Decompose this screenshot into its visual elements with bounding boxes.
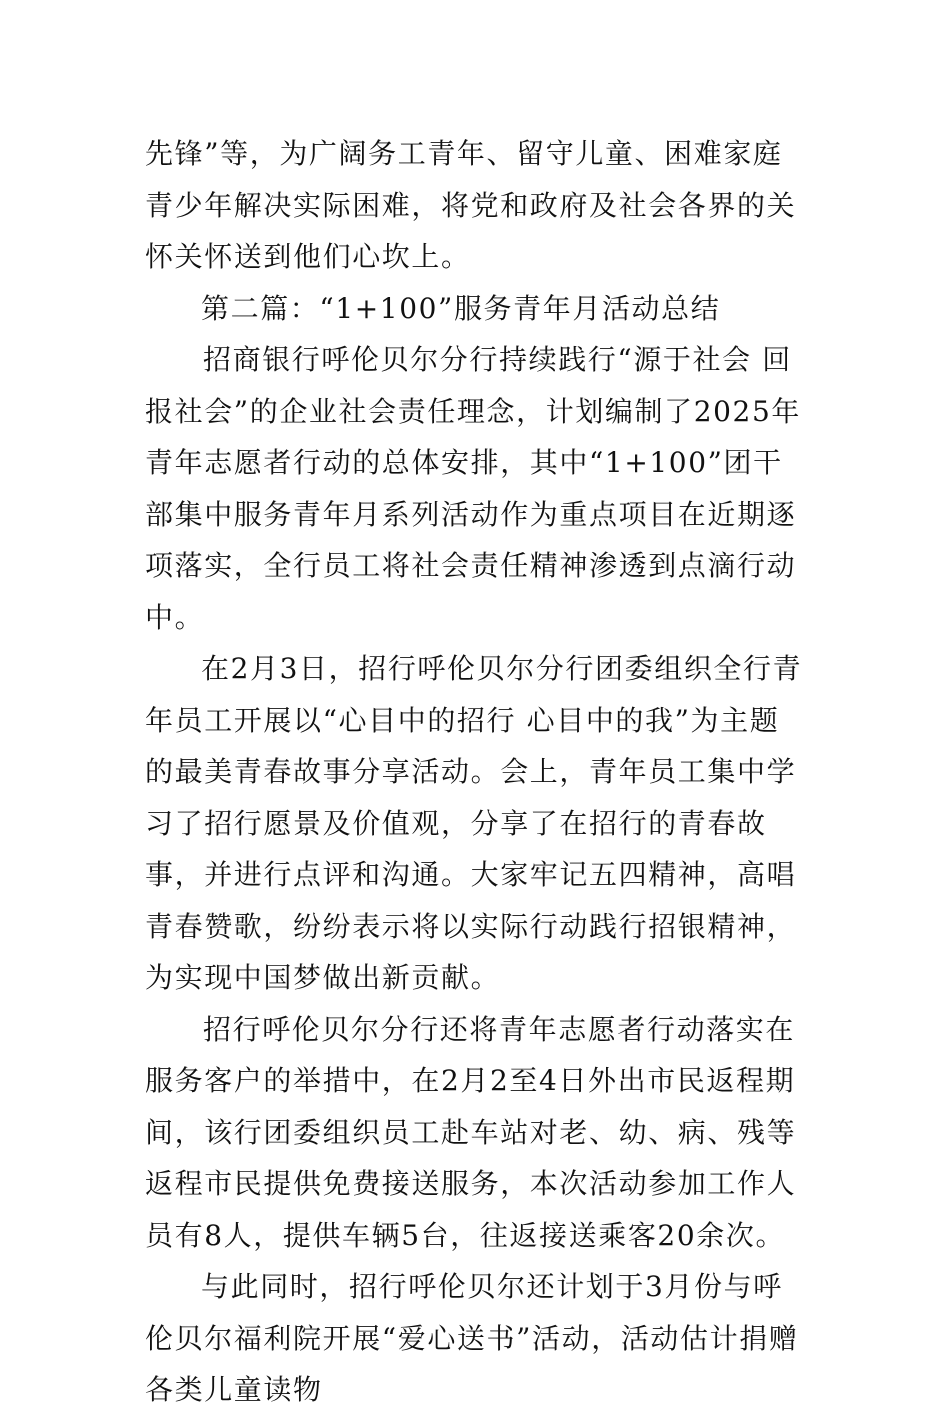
paragraph: 招行呼伦贝尔分行还将青年志愿者行动落实在服务客户的举措中，在2月2至4日外出市民返程期间，该行团委组织员工赴车站对老、幼、病、残等返程市民提供免费接送服务，本次活动参加工作人员有8人，提供车辆5台，往返接送乘客20余次。 [145,1012,797,1252]
paragraph: 招商银行呼伦贝尔分行持续践行“源于社会 回报社会”的企业社会责任理念，计划编制了2025年青年志愿者行动的总体安排，其中“1+100”团干部集中服务青年月系列活动作为重点项目在近期逐项落实，全行员工将社会责任精神渗透到点滴行动中。 [145,343,801,634]
paragraph-continuation: 先锋”等，为广阔务工青年、留守儿童、困难家庭青少年解决实际困难，将党和政府及社会各界的关怀关怀送到他们心坎上。 [145,137,797,273]
document-body [145,128,805,1416]
section-heading: 第二篇：“1+100”服务青年月活动总结 [201,291,721,325]
paragraph: 与此同时，招行呼伦贝尔还计划于3月份与呼伦贝尔福利院开展“爱心送书”活动，活动估计捐赠各类儿童读物 [145,1270,799,1406]
paragraph: 在2月3日，招行呼伦贝尔分行团委组织全行青年员工开展以“心目中的招行 心目中的我”为主题的最美青春故事分享活动。会上，青年员工集中学习了招行愿景及价值观，分享了在招行的青春故事，并进行点评和沟通。大家牢记五四精神，高唱青春赞歌，纷纷表示将以实际行动践行招银精神，为实现中国梦做出新贡献。 [145,652,803,994]
